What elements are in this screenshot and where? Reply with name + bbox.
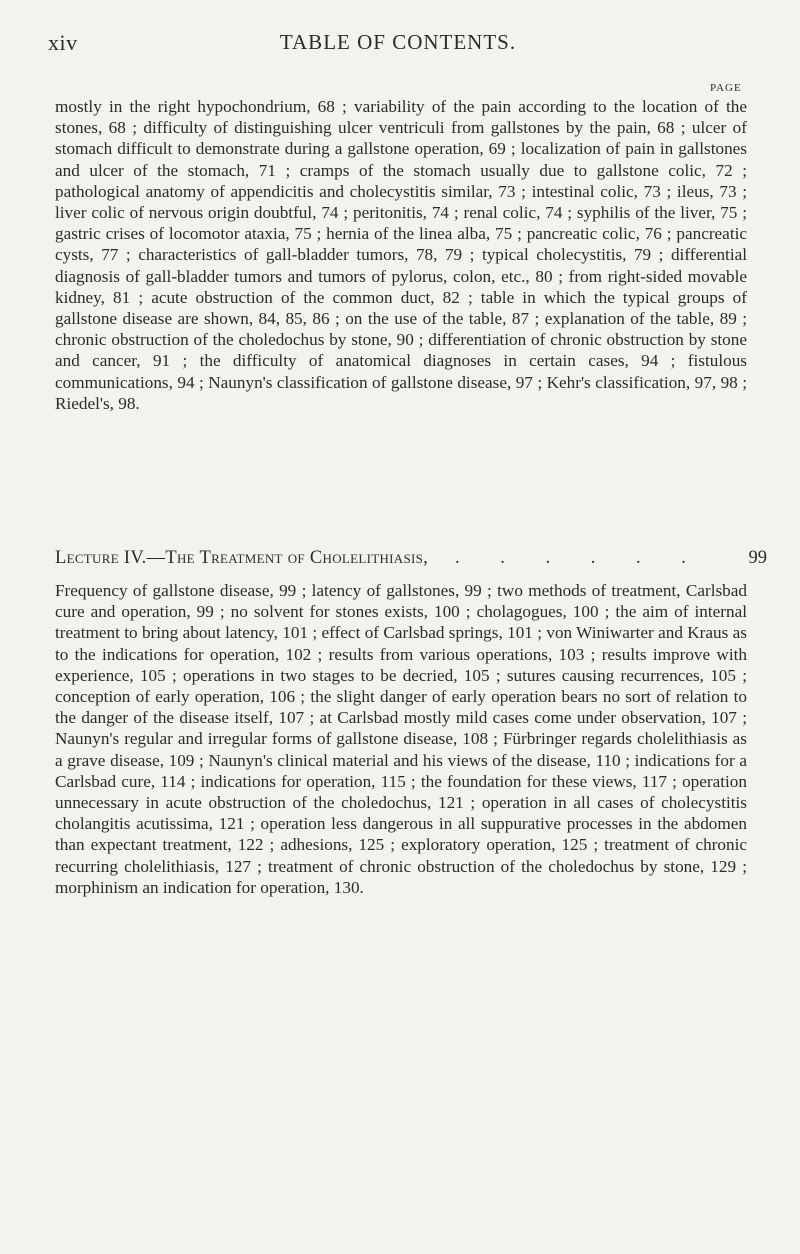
dot-leader: . . . . . . — [455, 548, 704, 568]
running-head — [48, 30, 748, 60]
lecture-contents-paragraph: Frequency of gallstone disease, 99 ; latency of gallstones, 99 ; two methods of treatment, Carlsbad cure and operation, 99 ; no solvent for stones exists, 100 ; cholagogues, 100 ; the aim of internal treatment to bring about latency, 101 ; effect of Carlsbad springs, 101 ; von Winiwarter and Kraus as to the indications for operation, 102 ; results from various operations, 103 ; results improve with experience, 105 ; operations in two stages to be decried, 105 ; sutures causing recurrences, 105 ; conception of early operation, 106 ; the slight danger of early operation bears no sort of relation to the danger of the disease itself, 107 ; at Carlsbad mostly mild cases come under observation, 107 ; Naunyn's regular and irregular forms of gallstone disease, 108 ; Fürbringer regards cholelithiasis as a grave disease, 109 ; Naunyn's clinical material and his views of the disease, 110 ; indications for a Carlsbad cure, 114 ; indications for operation, 115 ; the foundation for these views, 117 ; operation unnecessary in acute obstruction of the choledochus, 121 ; operation in all cases of cholecystitis cholangitis acutissima, 121 ; operation less dangerous in all suppurative processes in the abdomen than expectant treatment, 122 ; adhesions, 125 ; exploratory operation, 125 ; treatment of chronic recurring cholelithiasis, 127 ; treatment of chronic obstruction of the choledochus by stone, 129 ; morphinism an indication for operation, 130. — [55, 581, 747, 897]
page-title: TABLE OF CONTENTS. — [279, 30, 517, 54]
page-number: xiv — [48, 30, 78, 55]
lecture-label: Lecture IV. — [55, 548, 147, 568]
continued-entry-paragraph: mostly in the right hypochondrium, 68 ; variability of the pain according to the location of the stones, 68 ; difficulty of distinguishing ulcer ventriculi from gallstones by the pain, 68 ; ulcer of stomach difficult to demonstrate during a gallstone operation, 69 ; localization of pain in gallstones and ulcer of the stomach, 71 ; cramps of the stomach usually due to gallstone colic, 72 ; pathological anatomy of appendicitis and cholecystitis similar, 73 ; intestinal colic, 73 ; ileus, 73 ; liver colic of nervous origin doubtful, 74 ; peritonitis, 74 ; renal colic, 74 ; syphilis of the liver, 75 ; gastric crises of locomotor ataxia, 75 ; hernia of the linea alba, 75 ; pancreatic colic, 76 ; pancreatic cysts, 77 ; characteristics of gall-bladder tumors, 78, 79 ; typical cholecystitis, 79 ; differential diagnosis of gall-bladder tumors and tumors of pylorus, colon, etc., 80 ; from right-sided movable kidney, 81 ; acute obstruction of the common duct, 82 ; table in which the typical groups of gallstone disease are shown, 84, 85, 86 ; on the use of the table, 87 ; explanation of the table, 89 ; chronic obstruction of the choledochus by stone, 90 ; differentiation of chronic obstruction by stone and cancer, 91 ; the difficulty of anatomical diagnoses in certain cases, 94 ; fistulous communications, 94 ; Naunyn's classification of gallstone disease, 97 ; Kehr's classification, 97, 98 ; Riedel's, 98. — [55, 97, 747, 413]
lecture-heading — [55, 546, 767, 570]
page-column-label: PAGE — [710, 82, 742, 94]
lecture-title: —The Treatment of Cholelithiasis, — [146, 548, 429, 568]
lecture-page-number: 99 — [748, 548, 767, 568]
